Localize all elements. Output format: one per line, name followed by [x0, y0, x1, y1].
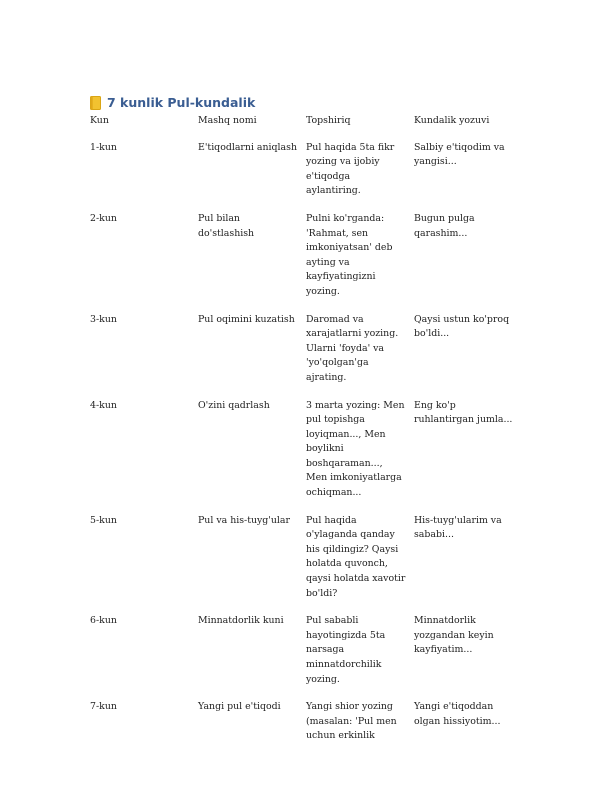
cell-task: 3 marta yozing: Men pul topishga loyiqman..., Men boylikni boshqaraman..., Men imkoniyatlarga ochiqman... [306, 399, 405, 499]
header-task: Topshiriq [306, 115, 351, 126]
cell-entry: Qaysi ustun ko'proq bo'ldi... [414, 313, 510, 340]
table-row [86, 399, 522, 514]
cell-exercise: Pul bilan do'stlashish [198, 212, 255, 239]
journal-table [86, 114, 522, 757]
cell-task: Daromad va xarajatlarni yozing. Ularni 'foyda' va 'yo'qolgan'ga ajrating. [306, 313, 399, 383]
cell-exercise: E'tiqodlarni aniqlash [198, 141, 297, 153]
cell-task: Pulni ko'rganda: 'Rahmat, sen imkoniyatsan' deb ayting va kayfiyatingizni yozing. [306, 212, 393, 297]
cell-entry: His-tuyg'ularim va sababi... [414, 514, 502, 541]
cell-task: Pul sababli hayotingizda 5ta narsaga minnatdorchilik yozing. [306, 615, 386, 685]
cell-entry: Salbiy e'tiqodim va yangisi... [414, 141, 505, 168]
cell-entry: Bugun pulga qarashim... [414, 212, 475, 239]
cell-task: Yangi shior yozing (masalan: 'Pul men uchun erkinlik [306, 701, 397, 742]
cell-exercise: Yangi pul e'tiqodi [198, 701, 281, 713]
cell-exercise: O'zini qadrlash [198, 399, 270, 411]
cell-task: Pul haqida o'ylaganda qanday his qildingiz? Qaysi holatda quvonch, qaysi holatda xavotir bo'ldi? [306, 514, 406, 599]
cell-exercise: Pul oqimini kuzatish [198, 313, 295, 325]
heading-title: 7 kunlik Pul-kundalik [107, 95, 256, 110]
cell-day: 5-kun [90, 514, 117, 526]
cell-entry: Minnatdorlik yozgandan keyin kayfiyatim... [414, 615, 494, 656]
section-heading [90, 95, 255, 110]
header-exercise: Mashq nomi [198, 115, 257, 126]
cell-task: Pul haqida 5ta fikr yozing va ijobiy e'tiqodga aylantiring. [306, 141, 395, 197]
table-header-row [86, 114, 522, 141]
cell-day: 3-kun [90, 313, 117, 325]
cell-entry: Eng ko'p ruhlantirgan jumla... [414, 399, 513, 426]
cell-exercise: Pul va his-tuyg'ular [198, 514, 290, 526]
table-row [86, 212, 522, 313]
cell-day: 7-kun [90, 701, 117, 713]
cell-entry: Yangi e'tiqoddan olgan hissiyotim... [414, 701, 501, 727]
header-day: Kun [90, 115, 109, 126]
cell-day: 4-kun [90, 399, 117, 411]
table-row [86, 141, 522, 212]
table-row [86, 614, 522, 700]
cell-day: 1-kun [90, 141, 117, 153]
cell-day: 2-kun [90, 212, 117, 224]
cell-day: 6-kun [90, 615, 117, 627]
table-row [86, 700, 522, 757]
notebook-icon [90, 96, 101, 110]
table-row [86, 514, 522, 615]
table-row [86, 313, 522, 399]
cell-exercise: Minnatdorlik kuni [198, 615, 284, 627]
header-entry: Kundalik yozuvi [414, 115, 490, 126]
